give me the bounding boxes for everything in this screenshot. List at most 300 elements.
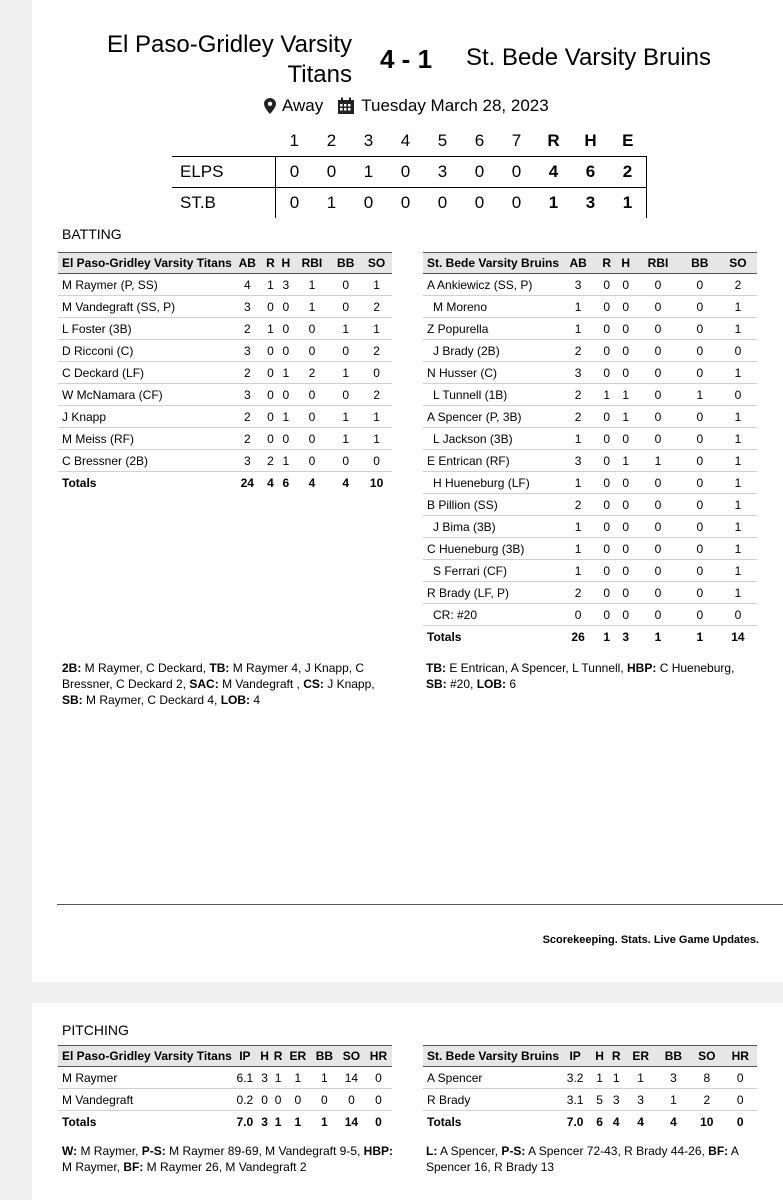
total-cell: 3: [261, 1114, 268, 1129]
stat-cell: 0: [635, 560, 680, 582]
note-label: BF:: [708, 1144, 729, 1158]
stat-cell: 0: [361, 362, 392, 384]
note-label: LOB:: [476, 677, 507, 691]
stat-cell: 1: [719, 494, 757, 516]
stat-cell: 1: [635, 450, 680, 472]
stat-cell: 0: [681, 296, 719, 318]
note-label: HBP:: [363, 1144, 393, 1158]
player-name: M Vandegraft (SS, P): [58, 296, 232, 318]
footer-tagline: Scorekeeping. Stats. Live Game Updates.: [542, 934, 759, 946]
stat-cell: 1: [361, 274, 392, 296]
stat-cell: 0: [616, 582, 635, 604]
stat-cell: 0: [330, 274, 361, 296]
column-header: IP: [559, 1046, 591, 1067]
stat-cell: 1: [559, 472, 597, 494]
batter-row: [423, 406, 757, 428]
stat-cell: 0: [681, 516, 719, 538]
team-header: St. Bede Varsity Bruins: [423, 253, 559, 274]
stat-cell: 3: [608, 1089, 625, 1111]
player-name: S Ferrari (CF): [423, 560, 559, 582]
home-team-name: El Paso-Gridley Varsity Titans: [107, 31, 352, 88]
stat-cell: 0: [597, 582, 616, 604]
stat-cell: 1: [330, 428, 361, 450]
stat-cell: 2: [690, 1089, 723, 1111]
player-name: J Brady (2B): [423, 340, 559, 362]
stat-cell: 0: [278, 296, 293, 318]
stat-cell: 5: [591, 1089, 608, 1111]
stat-cell: 0: [278, 428, 293, 450]
totals-row: [58, 1111, 392, 1133]
stat-cell: 0: [330, 340, 361, 362]
total-cell: 10: [700, 1114, 714, 1129]
stat-cell: 0: [681, 428, 719, 450]
stat-cell: 2: [719, 274, 757, 296]
stat-cell: 1: [719, 450, 757, 472]
location-label: Away: [282, 96, 324, 115]
team-header: St. Bede Varsity Bruins: [423, 1046, 559, 1067]
stat-cell: 0: [263, 362, 278, 384]
batting-table-away: [423, 252, 757, 647]
stat-cell: 0: [271, 1089, 285, 1111]
stat-cell: 2: [232, 406, 263, 428]
column-header: RBI: [635, 253, 680, 274]
total-cell: 3: [622, 629, 630, 644]
stat-cell: 2: [559, 494, 597, 516]
stat-cell: 1: [361, 318, 392, 340]
stat-cell: 0: [597, 340, 616, 362]
stat-cell: 0: [263, 384, 278, 406]
stat-cell: 0: [616, 340, 635, 362]
stat-cell: 0: [616, 318, 635, 340]
player-name: W McNamara (CF): [58, 384, 232, 406]
away-team-name: St. Bede Varsity Bruins: [466, 44, 711, 71]
column-header: H: [258, 1046, 272, 1067]
totals-label: Totals: [62, 475, 97, 490]
note-text: J Knapp,: [323, 677, 378, 691]
stat-cell: 2: [232, 318, 263, 340]
stat-cell: 0: [330, 384, 361, 406]
stat-cell: 14: [338, 1067, 365, 1089]
note-text: 6: [506, 677, 517, 691]
stat-cell: 0: [681, 406, 719, 428]
stat-cell: 0: [294, 340, 331, 362]
player-name: A Spencer (P, 3B): [423, 406, 559, 428]
column-header: SO: [690, 1046, 723, 1067]
column-header: R: [263, 253, 278, 274]
stat-cell: 1: [278, 362, 293, 384]
totals-row: [58, 472, 392, 494]
total-cell: 1: [654, 629, 662, 644]
pitching-section-title: PITCHING: [62, 1022, 129, 1038]
stat-cell: 1: [559, 296, 597, 318]
team-header: El Paso-Gridley Varsity Titans: [58, 253, 232, 274]
batter-row: [423, 362, 757, 384]
note-text: A Spencer,: [437, 1144, 502, 1158]
stat-cell: 1: [591, 1067, 608, 1089]
stat-cell: 0: [635, 384, 680, 406]
batter-row: [423, 494, 757, 516]
stat-cell: 0: [263, 296, 278, 318]
note-label: SB:: [426, 677, 447, 691]
column-header: SO: [719, 253, 757, 274]
totals-row: [423, 1111, 757, 1133]
stat-cell: 0: [597, 296, 616, 318]
pitcher-row: [58, 1067, 392, 1089]
stat-cell: 0: [365, 1089, 392, 1111]
stat-cell: 0: [559, 604, 597, 626]
stat-cell: 3: [232, 296, 263, 318]
stat-cell: 0: [635, 472, 680, 494]
stat-cell: 0: [616, 516, 635, 538]
stat-cell: 1: [361, 428, 392, 450]
player-name: L Tunnell (1B): [423, 384, 559, 406]
stat-cell: 0: [681, 582, 719, 604]
stat-cell: 1: [311, 1067, 338, 1089]
stat-cell: 0: [294, 450, 331, 472]
stat-cell: 0: [635, 274, 680, 296]
stat-cell: 0: [635, 318, 680, 340]
player-name: M Raymer: [58, 1067, 232, 1089]
stat-cell: 0: [330, 450, 361, 472]
stat-cell: 2: [361, 340, 392, 362]
stat-cell: 0: [724, 1089, 757, 1111]
total-cell: 4: [612, 1114, 620, 1129]
stat-cell: 1: [719, 560, 757, 582]
stat-cell: 1: [271, 1067, 285, 1089]
column-header: ER: [625, 1046, 657, 1067]
stat-cell: 3: [232, 340, 263, 362]
note-label: W:: [62, 1144, 78, 1158]
note-label: HBP:: [627, 661, 657, 675]
player-name: R Brady: [423, 1089, 559, 1111]
note-label: CS:: [303, 677, 324, 691]
totals-label: Totals: [427, 1114, 462, 1129]
stat-cell: 3: [559, 274, 597, 296]
player-name: N Husser (C): [423, 362, 559, 384]
batter-row: [58, 362, 392, 384]
stat-cell: 1: [263, 318, 278, 340]
stat-cell: 0: [597, 604, 616, 626]
stat-cell: 0: [361, 450, 392, 472]
stat-cell: 0: [294, 428, 331, 450]
pitching-table-away: [423, 1045, 757, 1132]
batter-row: [423, 538, 757, 560]
player-name: M Vandegraft: [58, 1089, 232, 1111]
batter-row: [423, 318, 757, 340]
total-cell: 7.0: [566, 1114, 584, 1129]
pitching-notes-home: [62, 1143, 402, 1175]
batter-row: [58, 318, 392, 340]
stat-cell: 3: [258, 1067, 272, 1089]
batter-row: [58, 274, 392, 296]
total-cell: 1: [603, 629, 611, 644]
stat-cell: 0: [616, 472, 635, 494]
batter-row: [423, 428, 757, 450]
note-label: P-S:: [501, 1144, 526, 1158]
stat-cell: 0: [635, 516, 680, 538]
stat-cell: 1: [559, 560, 597, 582]
stat-cell: 1: [294, 296, 331, 318]
stat-cell: 1: [559, 318, 597, 340]
stat-cell: 3: [559, 362, 597, 384]
player-name: J Knapp: [58, 406, 232, 428]
player-name: J Bima (3B): [423, 516, 559, 538]
total-cell: 1: [294, 1114, 302, 1129]
stat-cell: 0: [635, 362, 680, 384]
column-header: AB: [232, 253, 263, 274]
total-cell: 7.0: [236, 1114, 254, 1129]
total-cell: 14: [344, 1114, 359, 1129]
stat-cell: 1: [719, 362, 757, 384]
location-pin-icon: [264, 98, 276, 114]
stat-cell: 0: [294, 384, 331, 406]
stat-cell: 0: [681, 560, 719, 582]
stat-cell: 0: [724, 1067, 757, 1089]
stat-cell: 1: [719, 406, 757, 428]
player-name: C Hueneburg (3B): [423, 538, 559, 560]
stat-cell: 1: [285, 1067, 311, 1089]
stat-cell: 0: [258, 1089, 272, 1111]
stat-cell: 3: [657, 1067, 690, 1089]
stat-cell: 1: [616, 384, 635, 406]
note-label: SAC:: [189, 677, 219, 691]
column-header: ER: [285, 1046, 311, 1067]
stat-cell: 0: [681, 318, 719, 340]
stat-cell: 4: [232, 274, 263, 296]
stat-cell: 0: [338, 1089, 365, 1111]
stat-cell: 0.2: [232, 1089, 258, 1111]
total-cell: 10: [369, 475, 384, 490]
batter-row: [423, 472, 757, 494]
stat-cell: 1: [597, 384, 616, 406]
stat-cell: 0: [635, 538, 680, 560]
pitching-table-home: [58, 1045, 392, 1132]
stat-cell: 0: [616, 274, 635, 296]
batter-row: [423, 450, 757, 472]
stat-cell: 0: [278, 384, 293, 406]
stat-cell: 0: [616, 428, 635, 450]
player-name: M Meiss (RF): [58, 428, 232, 450]
stat-cell: 0: [719, 384, 757, 406]
stat-cell: 0: [597, 428, 616, 450]
player-name: L Jackson (3B): [423, 428, 559, 450]
column-header: BB: [681, 253, 719, 274]
stat-cell: 1: [681, 384, 719, 406]
column-header: HR: [365, 1046, 392, 1067]
stat-cell: 0: [681, 604, 719, 626]
total-cell: 4: [342, 475, 350, 490]
stat-cell: 0: [294, 406, 331, 428]
stat-cell: 1: [559, 428, 597, 450]
stat-cell: 3: [278, 274, 293, 296]
note-text: M Raymer, C Deckard 4,: [82, 693, 221, 707]
stat-cell: 1: [330, 406, 361, 428]
stat-cell: 1: [559, 538, 597, 560]
note-text: M Raymer, C Deckard,: [81, 661, 210, 675]
column-header: AB: [559, 253, 597, 274]
note-text: M Raymer 26, M Vandegraft 2: [143, 1160, 307, 1174]
total-cell: 4: [637, 1114, 644, 1129]
note-text: A Spencer 72-43, R Brady 44-26,: [525, 1144, 709, 1158]
pitcher-row: [58, 1089, 392, 1111]
note-label: LOB:: [220, 693, 251, 707]
final-score: 4 - 1: [380, 44, 433, 74]
stat-cell: 1: [719, 516, 757, 538]
player-name: E Entrican (RF): [423, 450, 559, 472]
stat-cell: 2: [559, 340, 597, 362]
total-cell: 6: [282, 475, 290, 490]
total-cell: 1: [274, 1114, 282, 1129]
pitcher-row: [423, 1089, 757, 1111]
stat-cell: 0: [681, 362, 719, 384]
totals-label: Totals: [427, 629, 462, 644]
note-text: 4: [250, 693, 261, 707]
batter-row: [58, 384, 392, 406]
total-cell: 0: [375, 1114, 382, 1129]
stat-cell: 0: [681, 340, 719, 362]
stat-cell: 3.1: [559, 1089, 591, 1111]
total-cell: 0: [736, 1114, 744, 1129]
player-name: C Deckard (LF): [58, 362, 232, 384]
stat-cell: 1: [330, 318, 361, 340]
stat-cell: 1: [559, 516, 597, 538]
stat-cell: 1: [616, 450, 635, 472]
stat-cell: 0: [597, 472, 616, 494]
player-name: M Raymer (P, SS): [58, 274, 232, 296]
column-header: R: [608, 1046, 625, 1067]
column-header: R: [597, 253, 616, 274]
note-text: M Raymer,: [77, 1144, 142, 1158]
player-name: C Bressner (2B): [58, 450, 232, 472]
stat-cell: 1: [361, 406, 392, 428]
stat-cell: 0: [681, 274, 719, 296]
column-header: R: [271, 1046, 285, 1067]
stat-cell: 0: [597, 362, 616, 384]
player-name: M Moreno: [423, 296, 559, 318]
divider: [57, 904, 783, 905]
stat-cell: 0: [597, 494, 616, 516]
stat-cell: 0: [616, 494, 635, 516]
matchup-header: [32, 30, 783, 90]
stat-cell: 8: [690, 1067, 723, 1089]
stat-cell: 1: [719, 538, 757, 560]
stat-cell: 1: [263, 274, 278, 296]
stat-cell: 0: [597, 560, 616, 582]
linescore-header: 1 2 3 4 5 6 7 R H E: [289, 131, 634, 150]
total-cell: 4: [308, 475, 316, 490]
stat-cell: 0: [635, 340, 680, 362]
stat-cell: 1: [719, 582, 757, 604]
stat-cell: 0: [635, 582, 680, 604]
total-cell: 14: [731, 629, 745, 644]
stat-cell: 3: [559, 450, 597, 472]
stat-cell: 0: [365, 1067, 392, 1089]
batting-table-home: [58, 252, 392, 493]
note-label: SB:: [62, 693, 83, 707]
stat-cell: 0: [285, 1089, 311, 1111]
note-text: C Hueneburg,: [656, 661, 738, 675]
stat-cell: 0: [294, 318, 331, 340]
totals-row: [423, 626, 757, 648]
batter-row: [423, 384, 757, 406]
total-cell: 4: [670, 1114, 677, 1129]
stat-cell: 1: [625, 1067, 657, 1089]
stat-cell: 0: [681, 450, 719, 472]
column-header: SO: [338, 1046, 365, 1067]
pitcher-row: [423, 1067, 757, 1089]
note-label: BF:: [123, 1160, 144, 1174]
linescore-row-away: ST.B 0 1 0 0 0 0 0 1 3 1: [172, 188, 647, 219]
stat-cell: 3: [232, 384, 263, 406]
batter-row: [58, 340, 392, 362]
stat-cell: 1: [719, 296, 757, 318]
stat-cell: 0: [278, 340, 293, 362]
batter-row: [423, 340, 757, 362]
stat-cell: 2: [361, 384, 392, 406]
note-label: L:: [426, 1144, 438, 1158]
player-name: A Ankiewicz (SS, P): [423, 274, 559, 296]
total-cell: 1: [696, 629, 704, 644]
note-text: M Raymer 4, J Knapp, C Bressner, C Deckard 2,: [62, 661, 368, 691]
stat-cell: 0: [263, 406, 278, 428]
stat-cell: 0: [616, 538, 635, 560]
pitching-card: [32, 1003, 783, 1200]
stat-cell: 1: [278, 450, 293, 472]
stat-cell: 0: [616, 604, 635, 626]
stat-cell: 3: [625, 1089, 657, 1111]
column-header: BB: [657, 1046, 690, 1067]
stat-cell: 0: [263, 428, 278, 450]
stat-cell: 0: [278, 318, 293, 340]
player-name: D Ricconi (C): [58, 340, 232, 362]
batter-row: [423, 582, 757, 604]
player-name: H Hueneburg (LF): [423, 472, 559, 494]
stat-cell: 0: [597, 274, 616, 296]
batter-row: [58, 428, 392, 450]
total-cell: 26: [571, 629, 585, 644]
stat-cell: 0: [681, 472, 719, 494]
note-text: A Spencer 16, R Brady 13: [426, 1144, 742, 1174]
column-header: BB: [311, 1046, 338, 1067]
game-meta: [264, 96, 549, 116]
column-header: H: [591, 1046, 608, 1067]
stat-cell: 0: [635, 428, 680, 450]
note-text: #20,: [446, 677, 477, 691]
stat-cell: 0: [597, 406, 616, 428]
stat-cell: 2: [232, 362, 263, 384]
note-text: M Raymer 89-69, M Vandegraft 9-5,: [165, 1144, 364, 1158]
stat-cell: 0: [597, 538, 616, 560]
batter-row: [423, 604, 757, 626]
batter-row: [423, 560, 757, 582]
batter-row: [58, 406, 392, 428]
stat-cell: 1: [719, 472, 757, 494]
stat-cell: 6.1: [232, 1067, 258, 1089]
stat-cell: 0: [616, 296, 635, 318]
stat-cell: 3: [232, 450, 263, 472]
linescore-row-home: ELPS 0 0 1 0 3 0 0 4 6 2: [172, 157, 647, 188]
stat-cell: 0: [635, 604, 680, 626]
note-text: M Raymer,: [62, 1144, 397, 1174]
stat-cell: 0: [635, 406, 680, 428]
note-text: M Vandegraft ,: [218, 677, 304, 691]
batter-row: [58, 450, 392, 472]
stat-cell: 2: [361, 296, 392, 318]
stat-cell: 2: [232, 428, 263, 450]
stat-cell: 0: [681, 494, 719, 516]
column-header: BB: [330, 253, 361, 274]
stat-cell: 0: [597, 318, 616, 340]
